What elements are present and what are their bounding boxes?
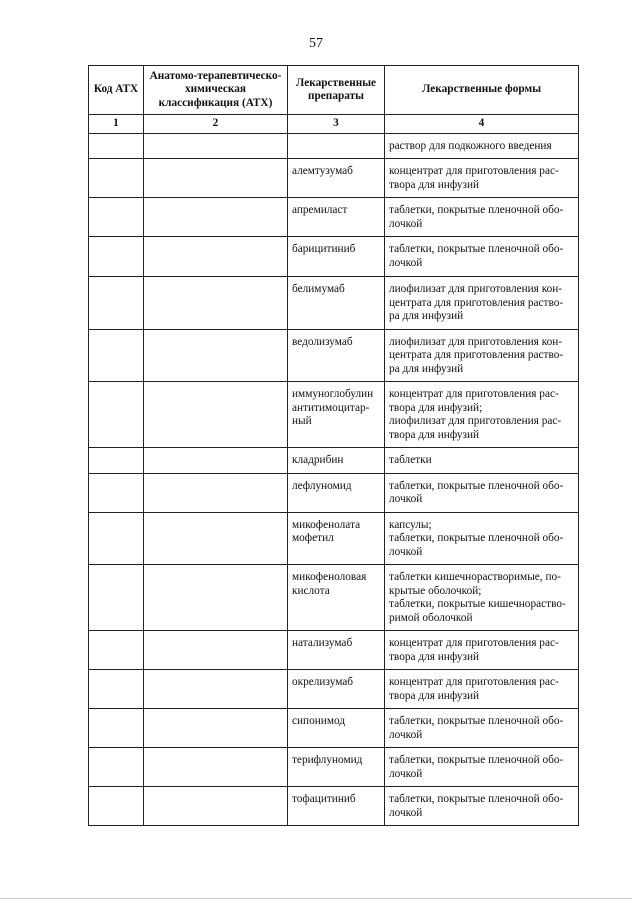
- table-row: [89, 787, 579, 826]
- header-atc-code: Код АТХ: [89, 66, 144, 115]
- drug-name-cell: микофенолата мофетил: [288, 512, 385, 565]
- table-row: [89, 277, 579, 330]
- atc-class-cell: [144, 748, 288, 787]
- table-header-row: [89, 66, 579, 115]
- dosage-form-cell: таблетки, покрытые пленочной обо- лочкой: [385, 787, 579, 826]
- table-row: [89, 512, 579, 565]
- table-row: [89, 709, 579, 748]
- drug-name-cell: окрелизумаб: [288, 670, 385, 709]
- atc-code-cell: [89, 329, 144, 382]
- atc-code-cell: [89, 670, 144, 709]
- column-number-row: [89, 115, 579, 134]
- atc-class-cell: [144, 512, 288, 565]
- table-row: [89, 473, 579, 512]
- drug-name-cell: терифлуномид: [288, 748, 385, 787]
- column-number: 3: [288, 115, 385, 134]
- atc-code-cell: [89, 473, 144, 512]
- dosage-form-cell: концентрат для приготовления рас- твора для инфузий: [385, 631, 579, 670]
- column-number: 4: [385, 115, 579, 134]
- atc-code-cell: [89, 448, 144, 474]
- drug-name-cell: иммуноглобулин антитимоцитар- ный: [288, 382, 385, 448]
- table-row: [89, 631, 579, 670]
- atc-class-cell: [144, 670, 288, 709]
- dosage-form-cell: лиофилизат для приготовления кон- центрата для приготовления раство- ра для инфузий: [385, 277, 579, 330]
- atc-class-cell: [144, 198, 288, 237]
- atc-code-cell: [89, 198, 144, 237]
- drug-name-cell: ведолизумаб: [288, 329, 385, 382]
- dosage-form-cell: концентрат для приготовления рас- твора для инфузий; лиофилизат для приготовления рас- твора для инфузий: [385, 382, 579, 448]
- atc-class-cell: [144, 565, 288, 631]
- drug-table: [88, 65, 579, 826]
- dosage-form-cell: раствор для подкожного введения: [385, 133, 579, 159]
- atc-class-cell: [144, 709, 288, 748]
- header-dosage-forms: Лекарственные формы: [385, 66, 579, 115]
- dosage-form-cell: таблетки: [385, 448, 579, 474]
- dosage-form-cell: капсулы; таблетки, покрытые пленочной обо- лочкой: [385, 512, 579, 565]
- drug-name-cell: натализумаб: [288, 631, 385, 670]
- dosage-form-cell: таблетки, покрытые пленочной обо- лочкой: [385, 198, 579, 237]
- scan-edge-line: [0, 898, 632, 899]
- atc-class-cell: [144, 787, 288, 826]
- dosage-form-cell: лиофилизат для приготовления кон- центрата для приготовления раство- ра для инфузий: [385, 329, 579, 382]
- table-row: [89, 748, 579, 787]
- atc-code-cell: [89, 382, 144, 448]
- atc-code-cell: [89, 565, 144, 631]
- table-row: [89, 133, 579, 159]
- atc-code-cell: [89, 748, 144, 787]
- table-row: [89, 448, 579, 474]
- drug-name-cell: апремиласт: [288, 198, 385, 237]
- atc-class-cell: [144, 237, 288, 277]
- drug-name-cell: сипонимод: [288, 709, 385, 748]
- drug-name-cell: кладрибин: [288, 448, 385, 474]
- atc-code-cell: [89, 709, 144, 748]
- drug-name-cell: алемтузумаб: [288, 159, 385, 198]
- atc-class-cell: [144, 329, 288, 382]
- dosage-form-cell: таблетки, покрытые пленочной обо- лочкой: [385, 748, 579, 787]
- atc-code-cell: [89, 237, 144, 277]
- table-row: [89, 329, 579, 382]
- atc-code-cell: [89, 631, 144, 670]
- drug-name-cell: барицитиниб: [288, 237, 385, 277]
- column-number: 2: [144, 115, 288, 134]
- dosage-form-cell: концентрат для приготовления рас- твора для инфузий: [385, 159, 579, 198]
- header-atc-classification: Анатомо-терапевтическо-химическая классификация (АТХ): [144, 66, 288, 115]
- dosage-form-cell: концентрат для приготовления рас- твора для инфузий: [385, 670, 579, 709]
- atc-class-cell: [144, 133, 288, 159]
- atc-code-cell: [89, 277, 144, 330]
- table-row: [89, 565, 579, 631]
- drug-name-cell: лефлуномид: [288, 473, 385, 512]
- atc-code-cell: [89, 133, 144, 159]
- table-row: [89, 159, 579, 198]
- dosage-form-cell: таблетки кишечнорастворимые, по- крытые оболочкой; таблетки, покрытые кишечнораство- римой оболочкой: [385, 565, 579, 631]
- atc-class-cell: [144, 448, 288, 474]
- atc-class-cell: [144, 277, 288, 330]
- atc-class-cell: [144, 382, 288, 448]
- drug-name-cell: микофеноловая кислота: [288, 565, 385, 631]
- atc-class-cell: [144, 159, 288, 198]
- page-number: 57: [309, 36, 323, 51]
- dosage-form-cell: таблетки, покрытые пленочной обо- лочкой: [385, 709, 579, 748]
- atc-class-cell: [144, 631, 288, 670]
- table-row: [89, 670, 579, 709]
- dosage-form-cell: таблетки, покрытые пленочной обо- лочкой: [385, 473, 579, 512]
- dosage-form-cell: таблетки, покрытые пленочной обо- лочкой: [385, 237, 579, 277]
- drug-name-cell: белимумаб: [288, 277, 385, 330]
- table-row: [89, 382, 579, 448]
- atc-code-cell: [89, 512, 144, 565]
- atc-code-cell: [89, 159, 144, 198]
- header-drugs: Лекарственные препараты: [288, 66, 385, 115]
- atc-class-cell: [144, 473, 288, 512]
- drug-name-cell: [288, 133, 385, 159]
- table-row: [89, 237, 579, 277]
- column-number: 1: [89, 115, 144, 134]
- drug-name-cell: тофацитиниб: [288, 787, 385, 826]
- atc-code-cell: [89, 787, 144, 826]
- table-row: [89, 198, 579, 237]
